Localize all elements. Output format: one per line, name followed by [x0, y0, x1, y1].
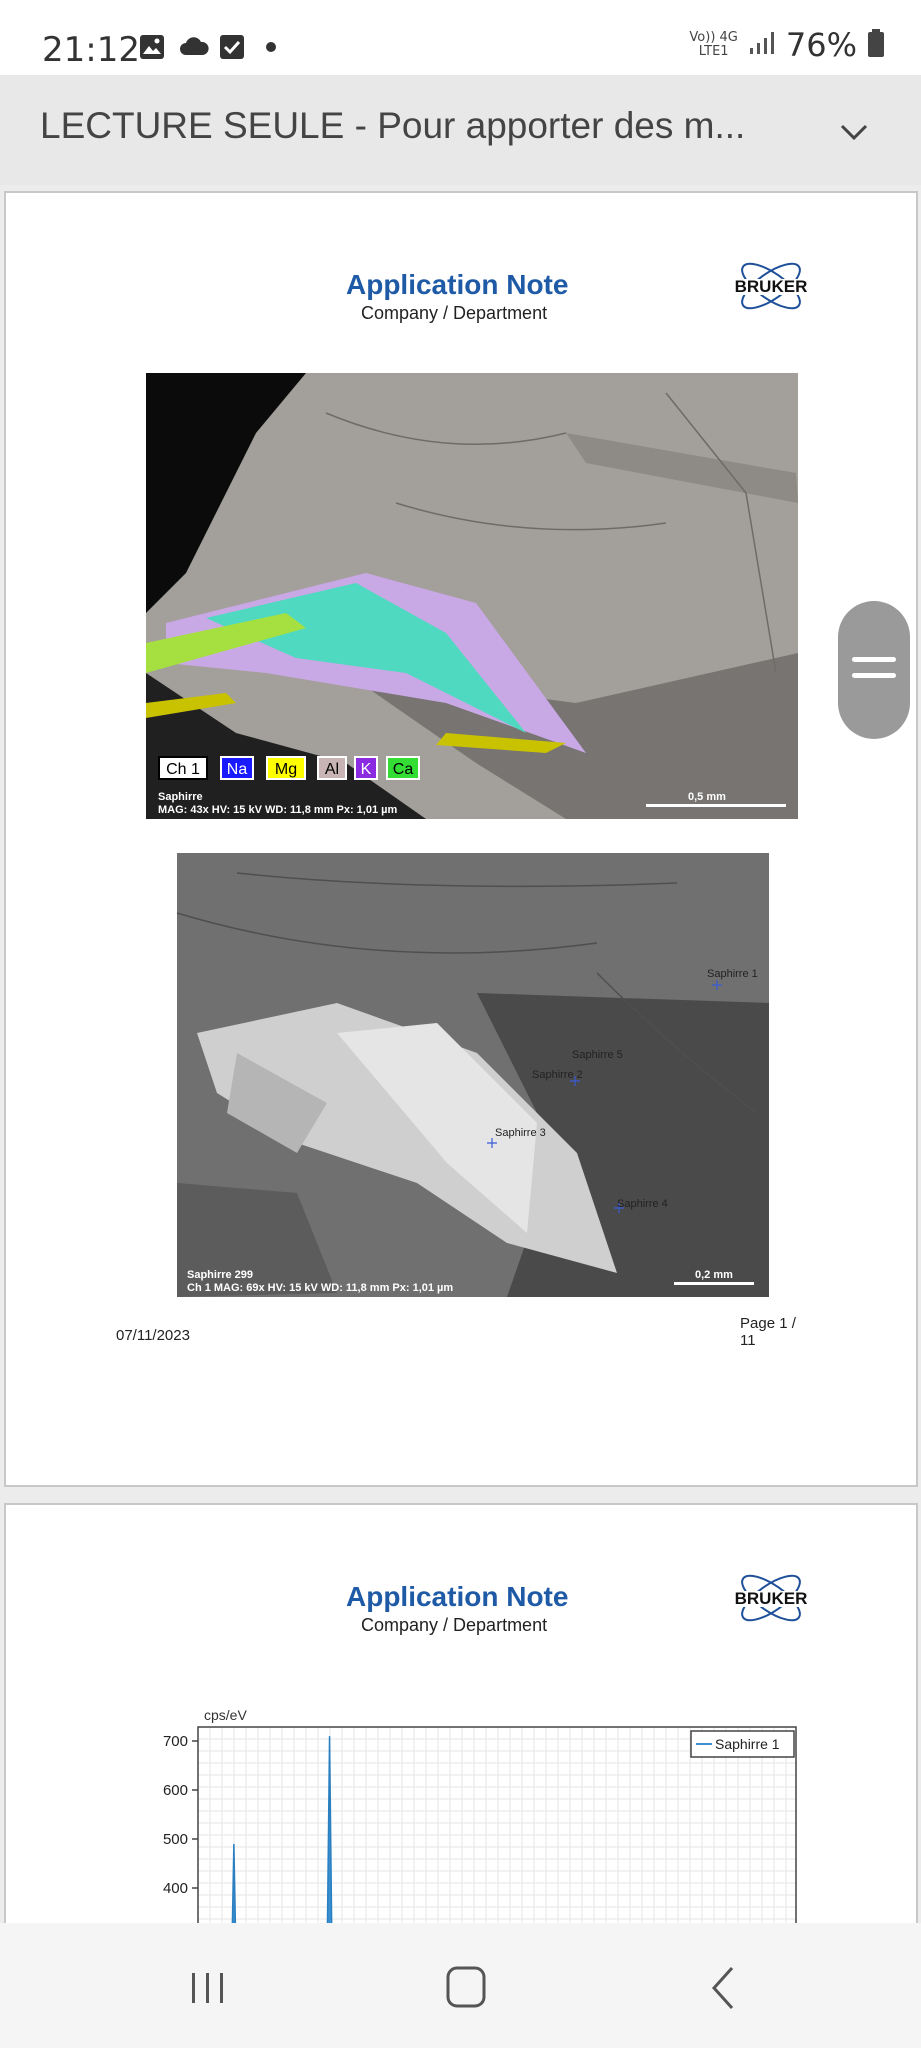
header-subtitle: Company / Department [361, 303, 548, 323]
cloud-icon [178, 33, 206, 61]
spot-label-5: Saphirre 5 [572, 1049, 623, 1061]
battery-icon [867, 28, 885, 63]
legend-al: Al [317, 756, 347, 780]
image2-caption-2: Ch 1 MAG: 69x HV: 15 kV WD: 11,8 mm Px: 1,01 µm [187, 1282, 454, 1294]
check-box-icon [218, 33, 246, 61]
legend-na: Na [220, 756, 254, 780]
home-icon[interactable] [436, 1963, 496, 2013]
chevron-down-icon[interactable] [837, 115, 871, 149]
page-number: Page 1 / 11 [740, 1315, 796, 1349]
document-viewer[interactable] [0, 185, 921, 1923]
battery-percent: 76% [785, 26, 857, 64]
header-title-2: Application Note [346, 1581, 569, 1612]
logo-text: BRUKER [734, 277, 808, 296]
navigation-bar [0, 1923, 921, 2048]
document-page-1 [4, 191, 918, 1487]
scroll-grip-line [852, 657, 896, 662]
legend-ch1: Ch 1 [158, 756, 208, 780]
image1-caption-2: MAG: 43x HV: 15 kV WD: 11,8 mm Px: 1,01 µm [158, 804, 398, 816]
image2-caption-1: Saphirre 299 [187, 1269, 254, 1281]
image1-caption-1: Saphirre [158, 791, 203, 803]
network-label: Vo)) 4G LTE1 [689, 30, 738, 59]
read-only-banner[interactable] [0, 75, 921, 185]
image1-scale-label: 0,5 mm [688, 791, 726, 803]
header-subtitle-2: Company / Department [361, 1615, 548, 1635]
legend-k: K [354, 756, 378, 780]
spot-label-1: Saphirre 1 [707, 968, 758, 980]
y-tick-label: 700 [162, 1733, 188, 1750]
status-bar [0, 0, 921, 75]
y-tick-label: 600 [162, 1782, 188, 1799]
y-axis-label: cps/eV [204, 1707, 247, 1723]
image1-scale-bar [646, 804, 786, 807]
legend-label: Saphirre 1 [715, 1736, 780, 1752]
image-icon [138, 33, 166, 61]
bse-image [177, 853, 769, 1297]
eds-map-image [146, 373, 798, 819]
status-time: 21:12 [42, 30, 140, 70]
image2-scale-bar [674, 1282, 754, 1285]
scroll-grip-line [852, 673, 896, 678]
bruker-logo-2 [721, 1567, 821, 1629]
logo-text-2: BRUKER [734, 1589, 808, 1608]
y-tick-label: 400 [162, 1880, 188, 1897]
legend-ca: Ca [386, 756, 420, 780]
spot-label-3: Saphirre 3 [495, 1127, 546, 1139]
notification-icons [138, 33, 276, 61]
dot-icon [266, 42, 276, 52]
back-icon[interactable] [694, 1963, 754, 2013]
system-status [689, 26, 885, 64]
image2-scale-label: 0,2 mm [695, 1269, 733, 1281]
legend-mg: Mg [266, 756, 306, 780]
read-only-text: LECTURE SEULE - Pour apporter des m... [40, 105, 746, 146]
scroll-handle[interactable] [838, 601, 910, 739]
header-title: Application Note [346, 269, 569, 300]
recent-apps-icon[interactable] [178, 1963, 238, 2013]
signal-icon [748, 30, 776, 61]
spot-label-4: Saphirre 4 [617, 1198, 668, 1210]
y-tick-label: 500 [162, 1831, 188, 1848]
bruker-logo [721, 255, 821, 317]
page-date: 07/11/2023 [116, 1327, 190, 1344]
spot-label-2: Saphirre 2 [532, 1069, 583, 1081]
